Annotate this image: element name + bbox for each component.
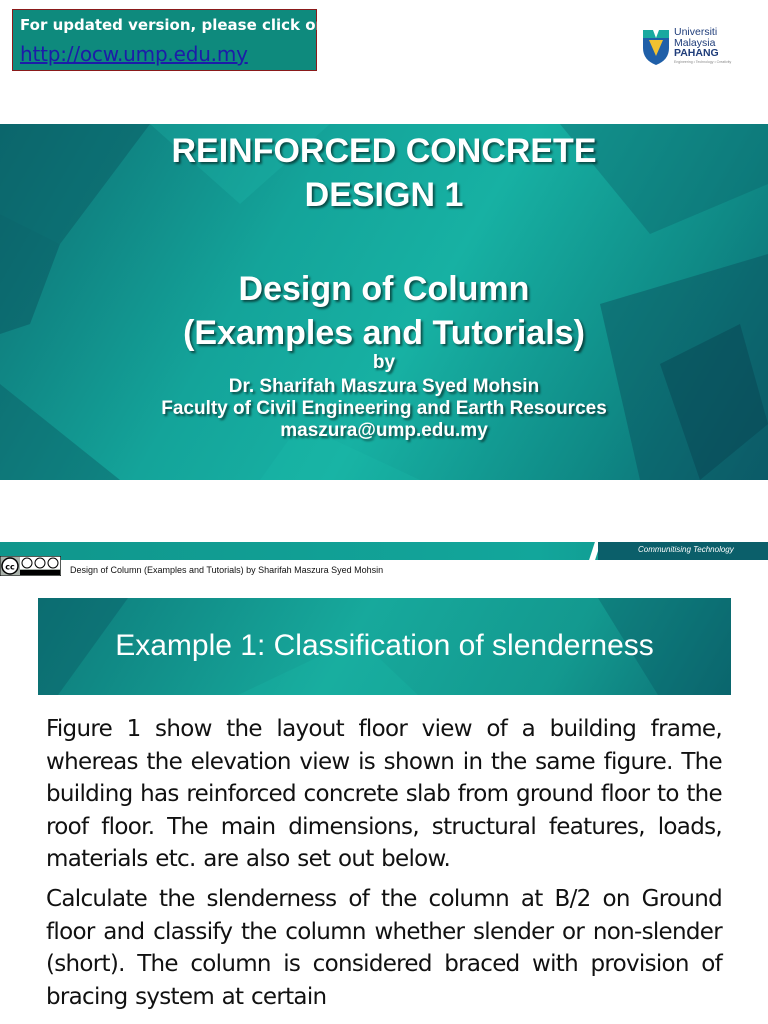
footer-strip xyxy=(0,542,768,560)
logo-line-3: PAHANG xyxy=(674,47,719,59)
slide-heading: Example 1: Classification of slenderness xyxy=(115,629,654,662)
update-notice xyxy=(12,9,327,71)
logo-line-1: Universiti xyxy=(674,26,718,38)
ocw-link[interactable]: http://ocw.ump.edu.my xyxy=(20,42,248,66)
logo-wordmark xyxy=(674,27,719,59)
title-line-2: DESIGN 1 xyxy=(304,176,464,214)
university-logo xyxy=(641,24,731,68)
author-email: maszura@ump.edu.my xyxy=(280,420,488,441)
slide-body xyxy=(46,713,722,1020)
faculty-name: Faculty of Civil Engineering and Earth Resources xyxy=(161,398,607,419)
creative-commons-license-icon xyxy=(0,556,61,576)
title-line-1: REINFORCED CONCRETE xyxy=(171,132,597,170)
paragraph-1: Figure 1 show the layout floor view of a building frame, whereas the elevation view is shown in the same figure. The building has reinforced concrete slab from ground floor to the roof floor. The main dimensions, structural features, loads, materials etc. are also set out below. xyxy=(46,716,722,873)
paragraph-2: Calculate the slenderness of the column at B/2 on Ground floor and classify the column whether slender or non-slender (short). The column is considered braced with provision of bracing system at certain xyxy=(46,885,722,1010)
ump-crest-icon xyxy=(641,26,671,66)
slide-heading-banner xyxy=(38,598,731,695)
logo-line-2: Malaysia xyxy=(674,36,716,49)
svg-text:cc: cc xyxy=(5,562,15,572)
slogan: Communitising Technology xyxy=(638,545,734,554)
subtitle-line-1: Design of Column xyxy=(238,270,530,308)
author-name: Dr. Sharifah Maszura Syed Mohsin xyxy=(228,376,540,397)
subtitle-line-2: (Examples and Tutorials) xyxy=(183,314,585,352)
logo-tagline: Engineering • Technology • Creativity xyxy=(674,60,732,64)
by-label: by xyxy=(372,352,396,373)
notice-text: For updated version, please click on xyxy=(20,16,327,34)
slide-credit: Design of Column (Examples and Tutorials) by Sharifah Maszura Syed Mohsin xyxy=(70,565,384,575)
title-banner xyxy=(0,124,768,480)
